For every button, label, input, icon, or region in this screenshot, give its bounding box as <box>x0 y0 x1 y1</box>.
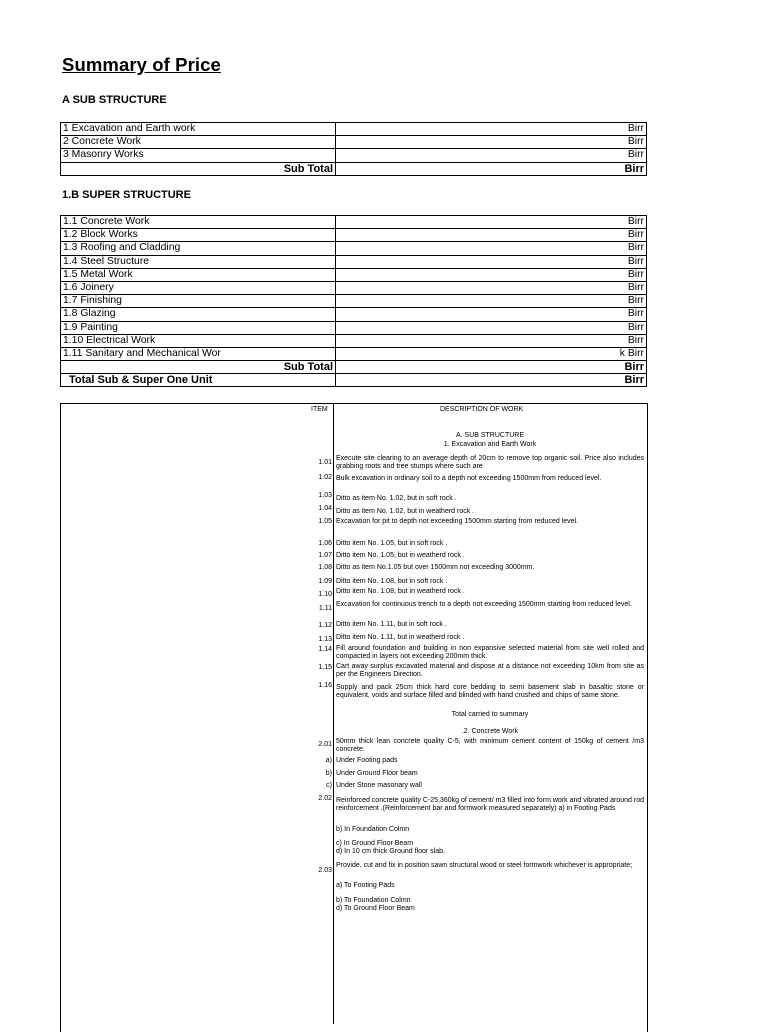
section-subheading: 1. Excavation and Earth Work <box>443 441 537 448</box>
table-row <box>61 123 647 136</box>
row-value: Birr <box>336 123 647 136</box>
item-number: 1.06 <box>318 540 332 547</box>
table-row <box>61 334 647 347</box>
subtotal-value: Birr <box>336 162 647 175</box>
item-description: Excavation for pit to depth not exceeding 1500mm starting from reduced level. <box>336 518 579 525</box>
section-subheading: .2. Concrete Work <box>461 728 519 735</box>
subtotal-label: Sub Total <box>61 162 336 175</box>
item-description: Under Footing pads <box>336 757 398 764</box>
item-number: 1.01 <box>318 459 332 466</box>
item-number: 1.15 <box>318 664 332 671</box>
item-number: 1.04 <box>318 505 332 512</box>
table-row <box>61 295 647 308</box>
row-value: Birr <box>336 242 647 255</box>
table-row <box>61 229 647 242</box>
item-description: Ditto item No. 1.05, but in soft rock . <box>336 540 448 547</box>
row-value: Birr <box>336 321 647 334</box>
super-structure-table <box>60 215 647 387</box>
item-description: b) In Foundation Colmn <box>336 826 410 833</box>
item-description: Bulk excavation in ordinary soil to a depth not exceeding 1500mm from reduced level. <box>336 475 602 482</box>
row-value: Birr <box>336 136 647 149</box>
super-structure-heading: 1.B SUPER STRUCTURE <box>62 189 191 201</box>
item-description: c) In Ground Floor Beam <box>336 840 414 847</box>
item-description: d) In 10 cm thick Ground floor slab. <box>336 848 445 855</box>
item-description: 50mm thick lean concrete quality C-5, with minimum cement content of 150kg of cement /m3 concrete. <box>336 738 644 753</box>
row-label: 1 Excavation and Earth work <box>61 123 336 136</box>
row-label: 1.7 Finishing <box>61 295 336 308</box>
item-description: Ditto as item No.1.05 but over 1500mm not exceeding 3000mm. <box>336 564 535 571</box>
row-label: 1.5 Metal Work <box>61 268 336 281</box>
total-row <box>61 374 647 387</box>
item-number: 1.09 <box>318 578 332 585</box>
table-row <box>61 321 647 334</box>
total-carried-label: Total carried to summary <box>451 711 529 718</box>
total-value: Birr <box>336 374 647 387</box>
subtotal-label: Sub Total <box>61 361 336 374</box>
row-value: Birr <box>336 268 647 281</box>
row-label: 1.4 Steel Structure <box>61 255 336 268</box>
sub-structure-heading: A SUB STRUCTURE <box>62 94 167 106</box>
item-description: Ditto item No. 1.11, but in soft rock . <box>336 621 447 628</box>
column-divider <box>333 403 334 1024</box>
table-row <box>61 308 647 321</box>
item-number: 1.12 <box>318 622 332 629</box>
item-description: Ditto item No. 1.11, but in weatherd rock . <box>336 634 465 641</box>
row-value: k Birr <box>336 347 647 360</box>
item-description: b) To Foundation Colmn <box>336 897 411 904</box>
item-number: c) <box>326 782 332 789</box>
subtotal-value: Birr <box>336 361 647 374</box>
row-label: 1.8 Glazing <box>61 308 336 321</box>
item-number: 1.05 <box>318 518 332 525</box>
row-value: Birr <box>336 281 647 294</box>
table-row <box>61 255 647 268</box>
item-description: Ditto item No. 1.05, but in weatherd rock . <box>336 552 465 559</box>
item-number: 2.03 <box>318 867 332 874</box>
table-row <box>61 242 647 255</box>
row-value: Birr <box>336 295 647 308</box>
item-number: b) <box>325 770 332 777</box>
item-description: d) To Ground Floor Beam <box>336 905 415 912</box>
item-number: 1.02 <box>318 474 332 481</box>
table-row <box>61 347 647 360</box>
section-heading: A. SUB STRUCTURE <box>455 432 525 439</box>
row-label: 1.2 Block Works <box>61 229 336 242</box>
item-number: 1.13 <box>318 636 332 643</box>
table-row <box>61 136 647 149</box>
item-description: Excavation for continuous trench to a depth not exceeding 1500mm starting from reduced level. <box>336 601 632 608</box>
row-value: Birr <box>336 308 647 321</box>
item-description: Ditto item No. 1.08, but in soft rock . <box>336 578 448 585</box>
total-label: Total Sub & Super One Unit <box>61 374 336 387</box>
subtotal-row <box>61 162 647 175</box>
table-row <box>61 216 647 229</box>
sub-structure-table <box>60 122 647 176</box>
item-number: 1.16 <box>318 682 332 689</box>
item-number: 1.07 <box>318 552 332 559</box>
item-description: Supply and pack 25cm thick hard core bedding to semi basement slab in basaltic stone or equivalent, voids and surface filled and blinded with hand crushed and chips of same stone. <box>336 684 644 699</box>
item-number: 1.11 <box>318 605 332 612</box>
table-row <box>61 281 647 294</box>
row-value: Birr <box>336 255 647 268</box>
item-number: 1.10 <box>318 591 332 598</box>
row-value: Birr <box>336 229 647 242</box>
description-column-header: DESCRIPTION OF WORK <box>440 406 524 413</box>
item-description: a) To Footing Pads <box>336 882 395 889</box>
item-number: 2.02 <box>318 795 332 802</box>
row-value: Birr <box>336 149 647 162</box>
row-label: 2 Concrete Work <box>61 136 336 149</box>
table-row <box>61 149 647 162</box>
item-number: 1.03 <box>318 492 332 499</box>
item-description: Ditto item No. 1.08, but in weatherd rock . <box>336 588 465 595</box>
table-row <box>61 268 647 281</box>
row-label: 1.9 Painting <box>61 321 336 334</box>
item-column-header: ITEM <box>311 406 328 413</box>
item-number: 2.01 <box>318 741 332 748</box>
item-description: Cart away surplus excavated material and dispose at a distance not exceeding 10km from site as per the Engineers Direction. <box>336 663 644 678</box>
item-description: Provide, cut and fix in position sawn structural wood or steel formwork whichever is appropriate; <box>336 862 633 869</box>
item-description: Reinforced concrete quality C-25,360kg of cement/ m3 filled into form work and vibrated around rod reinforcement .(Reinforcement bar and formwork measured separately) a) in Footing Pads <box>336 797 644 812</box>
item-number: 1.08 <box>318 564 332 571</box>
row-label: 1.11 Sanitary and Mechanical Wor <box>61 347 336 360</box>
row-label: 1.3 Roofing and Cladding <box>61 242 336 255</box>
row-value: Birr <box>336 334 647 347</box>
item-number: 1.14 <box>318 646 332 653</box>
subtotal-row <box>61 361 647 374</box>
item-description: Under Stone masonary wall <box>336 782 422 789</box>
item-description: Ditto as item No. 1.02, but in weatherd rock . <box>336 508 475 515</box>
row-label: 1.6 Joinery <box>61 281 336 294</box>
row-value: Birr <box>336 216 647 229</box>
item-description: Under Ground Floor beam <box>336 770 418 777</box>
item-description: Ditto as item No. 1.02, but in soft rock . <box>336 495 457 502</box>
row-label: 1.10 Electrical Work <box>61 334 336 347</box>
item-description: Fill around foundation and building in non expansive selected material from site well rolled and compacted in layers not exceeding 200mm thick. <box>336 645 644 660</box>
item-number: a) <box>325 757 332 764</box>
page-title: Summary of Price <box>62 54 221 75</box>
row-label: 1.1 Concrete Work <box>61 216 336 229</box>
row-label: 3 Masonry Works <box>61 149 336 162</box>
item-description: Execute site clearing to an average depth of 20cm to remove top organic soil. Price also includes grabbing roots and tree stumps where such are <box>336 455 644 470</box>
